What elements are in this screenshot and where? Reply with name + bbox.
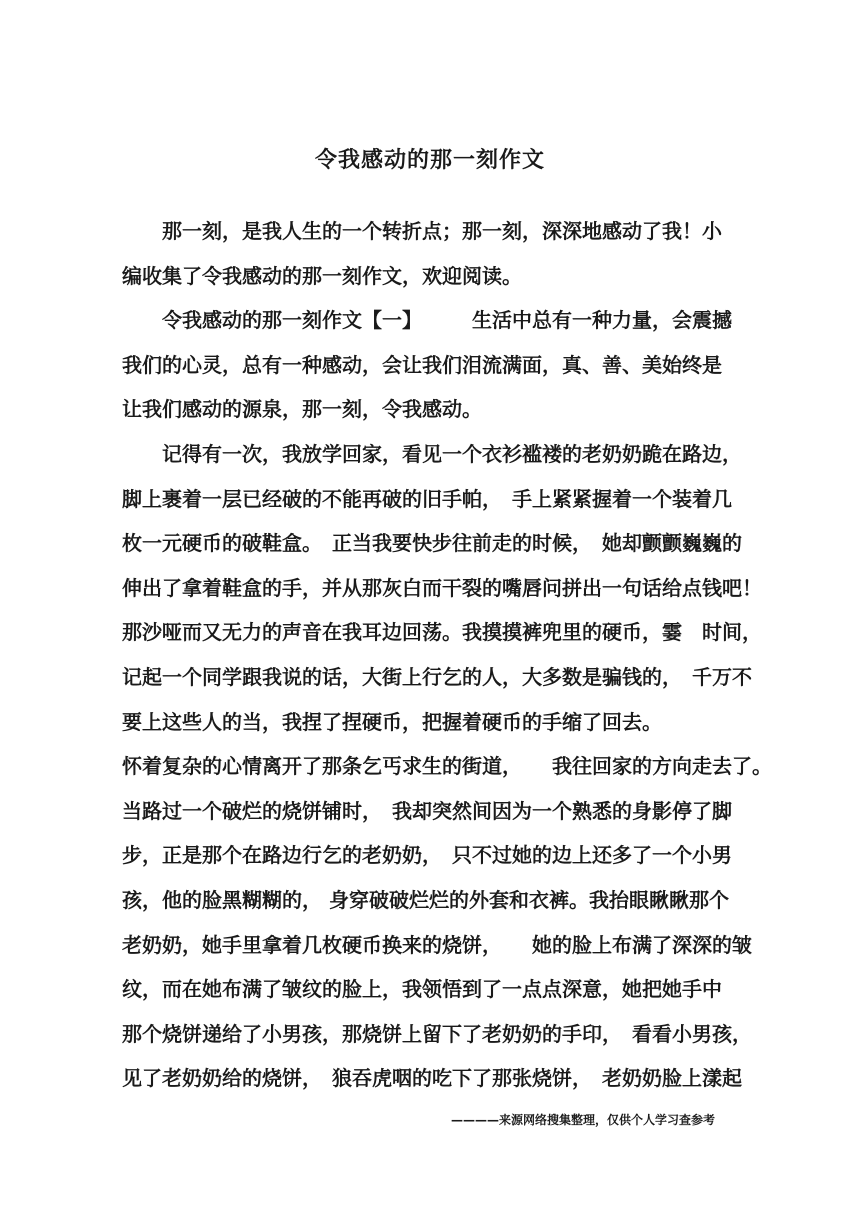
paragraph-section-one xyxy=(122,298,822,432)
text-line: 孩，他的脸黑糊糊的， 身穿破破烂烂的外套和衣裤。我抬眼瞅瞅那个 xyxy=(122,887,729,912)
text-line: 要上这些人的当，我捏了捏硬币，把握着硬币的手缩了回去。 xyxy=(122,709,662,734)
text-line: 怀着复杂的心情离开了那条乞丐求生的街道， 我往回家的方向走去了。 xyxy=(122,754,772,779)
text-line: 记得有一次，我放学回家，看见一个衣衫褴褛的老奶奶跪在路边， xyxy=(122,441,742,466)
paragraph-story-part2 xyxy=(122,744,822,1101)
text-line: 当路过一个破烂的烧饼铺时， 我却突然间因为一个熟悉的身影停了脚 xyxy=(122,798,732,823)
text-line: 枚一元硬币的破鞋盒。 正当我要快步往前走的时候， 她却颤颤巍巍的 xyxy=(122,531,742,556)
document-body xyxy=(122,209,822,1101)
text-line: 我们的心灵，总有一种感动，会让我们泪流满面，真、善、美始终是 xyxy=(122,352,722,377)
text-line: 伸出了拿着鞋盒的手，并从那灰白而干裂的嘴唇问拼出一句话给点钱吧！ xyxy=(122,575,762,600)
text-line: 令我感动的那一刻作文【一】 生活中总有一种力量，会震撼 xyxy=(122,308,732,333)
text-line: 记起一个同学跟我说的话，大街上行乞的人，大多数是骗钱的， 千万不 xyxy=(122,664,752,689)
text-line: 见了老奶奶给的烧饼， 狼吞虎咽的吃下了那张烧饼， 老奶奶脸上漾起 xyxy=(122,1066,742,1091)
paragraph-intro xyxy=(122,209,822,298)
text-line: 那个烧饼递给了小男孩，那烧饼上留下了老奶奶的手印， 看看小男孩， xyxy=(122,1021,752,1046)
text-line: 老奶奶，她手里拿着几枚硬币换来的烧饼， 她的脸上布满了深深的皱 xyxy=(122,932,752,957)
paragraph-story-part1 xyxy=(122,432,822,744)
text-line: 脚上裹着一层已经破的不能再破的旧手帕， 手上紧紧握着一个装着几 xyxy=(122,486,732,511)
document-title: 令我感动的那一刻作文 xyxy=(314,148,545,173)
text-line: 步，正是那个在路边行乞的老奶奶， 只不过她的边上还多了一个小男 xyxy=(122,843,732,868)
document-footer-source-note: ————来源网络搜集整理，仅供个人学习查参考 xyxy=(450,1112,715,1127)
text-line: 让我们感动的源泉，那一刻，令我感动。 xyxy=(122,397,482,422)
text-line: 编收集了令我感动的那一刻作文，欢迎阅读。 xyxy=(122,263,522,288)
text-line: 那一刻，是我人生的一个转折点；那一刻，深深地感动了我！小 xyxy=(122,219,722,243)
text-line: 纹，而在她布满了皱纹的脸上，我领悟到了一点点深意，她把她手中 xyxy=(122,977,722,1002)
text-line: 那沙哑而又无力的声音在我耳边回荡。我摸摸裤兜里的硬币，霎 时间， xyxy=(122,620,762,645)
